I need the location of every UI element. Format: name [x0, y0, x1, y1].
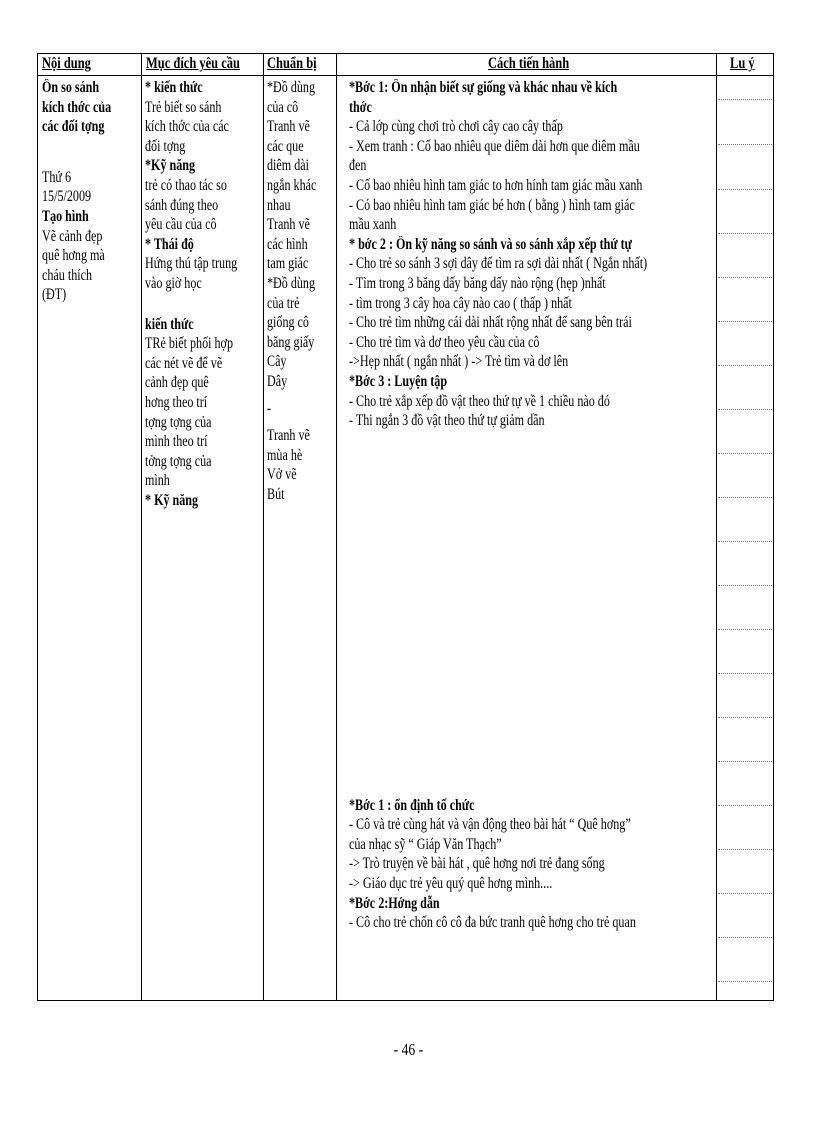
- text-line: Tạo hình: [42, 207, 89, 225]
- dotted-rule: [718, 409, 774, 410]
- text-line: hơng theo trí: [145, 393, 208, 411]
- spacer: [267, 418, 335, 426]
- text-line: *Đồ dùng: [267, 79, 316, 96]
- text-line: Tranh vẽ: [267, 427, 310, 445]
- text-line: giống cô: [267, 314, 309, 332]
- text-line: Ôn so sánh: [42, 79, 100, 96]
- lesson-plan-table: [37, 53, 774, 1001]
- header-muc-dich: Mục đích yêu cầu: [146, 55, 240, 72]
- text-line: - Cho trẻ tìm và dơ theo yêu cầu của cô: [349, 333, 540, 351]
- text-line: yêu cầu của cô: [145, 216, 217, 234]
- text-line: cháu thích: [42, 266, 93, 284]
- text-line: đen: [349, 157, 367, 175]
- dotted-rule: [718, 893, 774, 894]
- text-line: mầu xanh: [349, 216, 397, 234]
- dotted-rule: [718, 585, 774, 586]
- text-line: *Kỹ năng: [145, 157, 196, 175]
- dotted-rule: [718, 189, 774, 190]
- text-line: các hình: [267, 235, 308, 253]
- spacer: [145, 294, 262, 315]
- dotted-rule: [718, 849, 774, 850]
- text-line: nhau: [267, 196, 291, 214]
- text-line: của cô: [267, 98, 299, 116]
- dotted-rule: [718, 453, 774, 454]
- spacer: [267, 392, 335, 399]
- text-line: - Cố bao nhiêu hình tam giác to hơn hính tam giác mầu xanh: [349, 176, 643, 194]
- text-line: Trẻ biết so sánh: [145, 98, 222, 116]
- text-line: *Bớc 2:Hớng dẫn: [349, 894, 440, 912]
- text-line: diêm dài: [267, 157, 309, 175]
- header-luu-y: Lu ý: [730, 55, 755, 72]
- text-line: mình: [145, 472, 170, 490]
- text-line: ngắn khác: [267, 176, 317, 194]
- text-line: đối tợng: [145, 137, 186, 155]
- dotted-rule: [718, 321, 774, 322]
- text-line: của trẻ: [267, 294, 300, 312]
- header-noi-dung: Nội dung: [42, 55, 91, 72]
- dotted-rule: [718, 981, 774, 982]
- text-line: *Bớc 1 : ổn định tổ chức: [349, 796, 475, 814]
- text-line: tợng tợng của: [145, 413, 212, 431]
- text-line: Bút: [267, 485, 285, 503]
- dotted-rule: [718, 365, 774, 366]
- column-muc-dich: [145, 78, 262, 510]
- text-line: (ĐT): [42, 286, 67, 304]
- text-line: Tranh vẽ: [267, 216, 310, 234]
- text-line: cảnh đẹp quê: [145, 374, 209, 392]
- text-line: mùa hè: [267, 446, 303, 464]
- dotted-rule: [718, 937, 774, 938]
- text-line: sánh đúng theo: [145, 196, 219, 214]
- text-line: mình theo trí: [145, 433, 208, 451]
- text-line: kích thớc của: [42, 98, 112, 116]
- column-chuan-bi: [267, 78, 335, 504]
- column-divider: [141, 54, 142, 1000]
- text-line: kích thớc của các: [145, 118, 229, 136]
- text-line: TRẻ biết phối hợp: [145, 335, 233, 353]
- text-line: Vở vẽ: [267, 466, 297, 484]
- column-divider: [716, 54, 717, 1000]
- text-line: * bớc 2 : Ôn kỹ năng so sánh và so sánh xắp xếp thứ tự: [349, 235, 632, 253]
- text-line: *Bớc 1: Ôn nhận biết sự giống và khác nhau về kích: [349, 79, 618, 96]
- text-line: quê hơng mà: [42, 247, 105, 265]
- text-line: - Cho trẻ so sánh 3 sợi dây để tìm ra sợi dài nhất ( Ngắn nhất): [349, 255, 648, 273]
- text-line: tam giác: [267, 255, 309, 273]
- dotted-rule: [718, 497, 774, 498]
- header-cach-tien-hanh: Cách tiến hành: [488, 55, 570, 72]
- text-line: 15/5/2009: [42, 188, 92, 206]
- dotted-rule: [718, 761, 774, 762]
- text-line: - Tìm trong 3 băng dấy băng dấy nào rộng (hẹp )nhất: [349, 274, 606, 292]
- column-cach-tien-hanh: [349, 78, 715, 933]
- text-line: trẻ có thao tác so: [145, 176, 227, 194]
- text-line: -: [267, 399, 272, 417]
- text-line: - Cho trẻ xắp xếp đồ vật theo thứ tự về 1 chiều nào đó: [349, 392, 610, 410]
- column-noi-dung: [42, 78, 140, 305]
- text-line: * Kỹ năng: [145, 491, 199, 509]
- dotted-rule: [718, 717, 774, 718]
- text-line: ->Hẹp nhất ( ngắn nhất ) -> Trẻ tìm và dơ lên: [349, 353, 569, 371]
- text-line: - tìm trong 3 cây hoa cây nào cao ( thấp ) nhất: [349, 294, 572, 312]
- text-line: -> Trò truyện về bài hát , quê hơng nơi trẻ đang sống: [349, 855, 605, 873]
- dotted-rule: [718, 629, 774, 630]
- text-line: - Cả lớp cùng chơi trò chơi cây cao cây thấp: [349, 118, 563, 136]
- text-line: Dây: [267, 372, 288, 390]
- text-line: băng giấy: [267, 333, 315, 351]
- text-line: các nét vẽ để vẽ: [145, 354, 223, 372]
- text-line: - Cô và trẻ cùng hát và vận động theo bài hát “ Quê hơng”: [349, 816, 631, 834]
- text-line: Vẽ cảnh đẹp: [42, 227, 103, 245]
- text-line: - Cô cho trẻ chốn cô cô đa bức tranh quê hơng cho trẻ quan: [349, 914, 636, 932]
- text-line: thớc: [349, 98, 372, 116]
- text-line: các que: [267, 137, 304, 155]
- text-line: - Cho trẻ tìm những cái dài nhất rộng nhất để sang bên trái: [349, 314, 632, 332]
- column-divider: [263, 54, 264, 1000]
- header-divider: [38, 75, 773, 76]
- text-line: Tranh vẽ: [267, 118, 310, 136]
- text-line: Cây: [267, 353, 287, 371]
- column-divider: [336, 54, 337, 1000]
- text-line: Hứng thú tập trung: [145, 255, 238, 273]
- text-line: vào giờ học: [145, 274, 202, 292]
- dotted-rule: [718, 233, 774, 234]
- dotted-rule: [718, 673, 774, 674]
- text-line: - Có bao nhiêu hình tam giác bé hơn ( bằng ) hình tam giác: [349, 196, 635, 214]
- text-line: tởng tợng của: [145, 452, 212, 470]
- spacer: [42, 137, 140, 168]
- text-line: các đối tợng: [42, 118, 105, 136]
- dotted-rule: [718, 805, 774, 806]
- text-line: *Bớc 3 : Luyện tập: [349, 372, 448, 390]
- text-line: * kiến thức: [145, 79, 203, 96]
- header-chuan-bi: Chuẩn bị: [267, 55, 317, 72]
- text-line: *Đồ dùng: [267, 274, 316, 292]
- text-line: của nhạc sỹ “ Giáp Văn Thạch”: [349, 835, 502, 853]
- dotted-rule: [718, 99, 774, 100]
- dotted-rule: [718, 541, 774, 542]
- text-line: - Thi ngắn 3 đồ vật theo thứ tự giảm dần: [349, 412, 545, 430]
- spacer: [349, 431, 715, 796]
- dotted-rule: [718, 144, 774, 145]
- text-line: kiến thức: [145, 315, 194, 333]
- text-line: * Thái độ: [145, 235, 194, 253]
- text-line: - Xem tranh : Cố bao nhiêu que diêm dài hơn que diêm mầu: [349, 137, 640, 155]
- page-number: - 46 -: [393, 1040, 423, 1059]
- text-line: Thứ 6: [42, 168, 72, 186]
- text-line: -> Giáo dục trẻ yêu quý quê hơng mình....: [349, 875, 553, 893]
- dotted-rule: [718, 277, 774, 278]
